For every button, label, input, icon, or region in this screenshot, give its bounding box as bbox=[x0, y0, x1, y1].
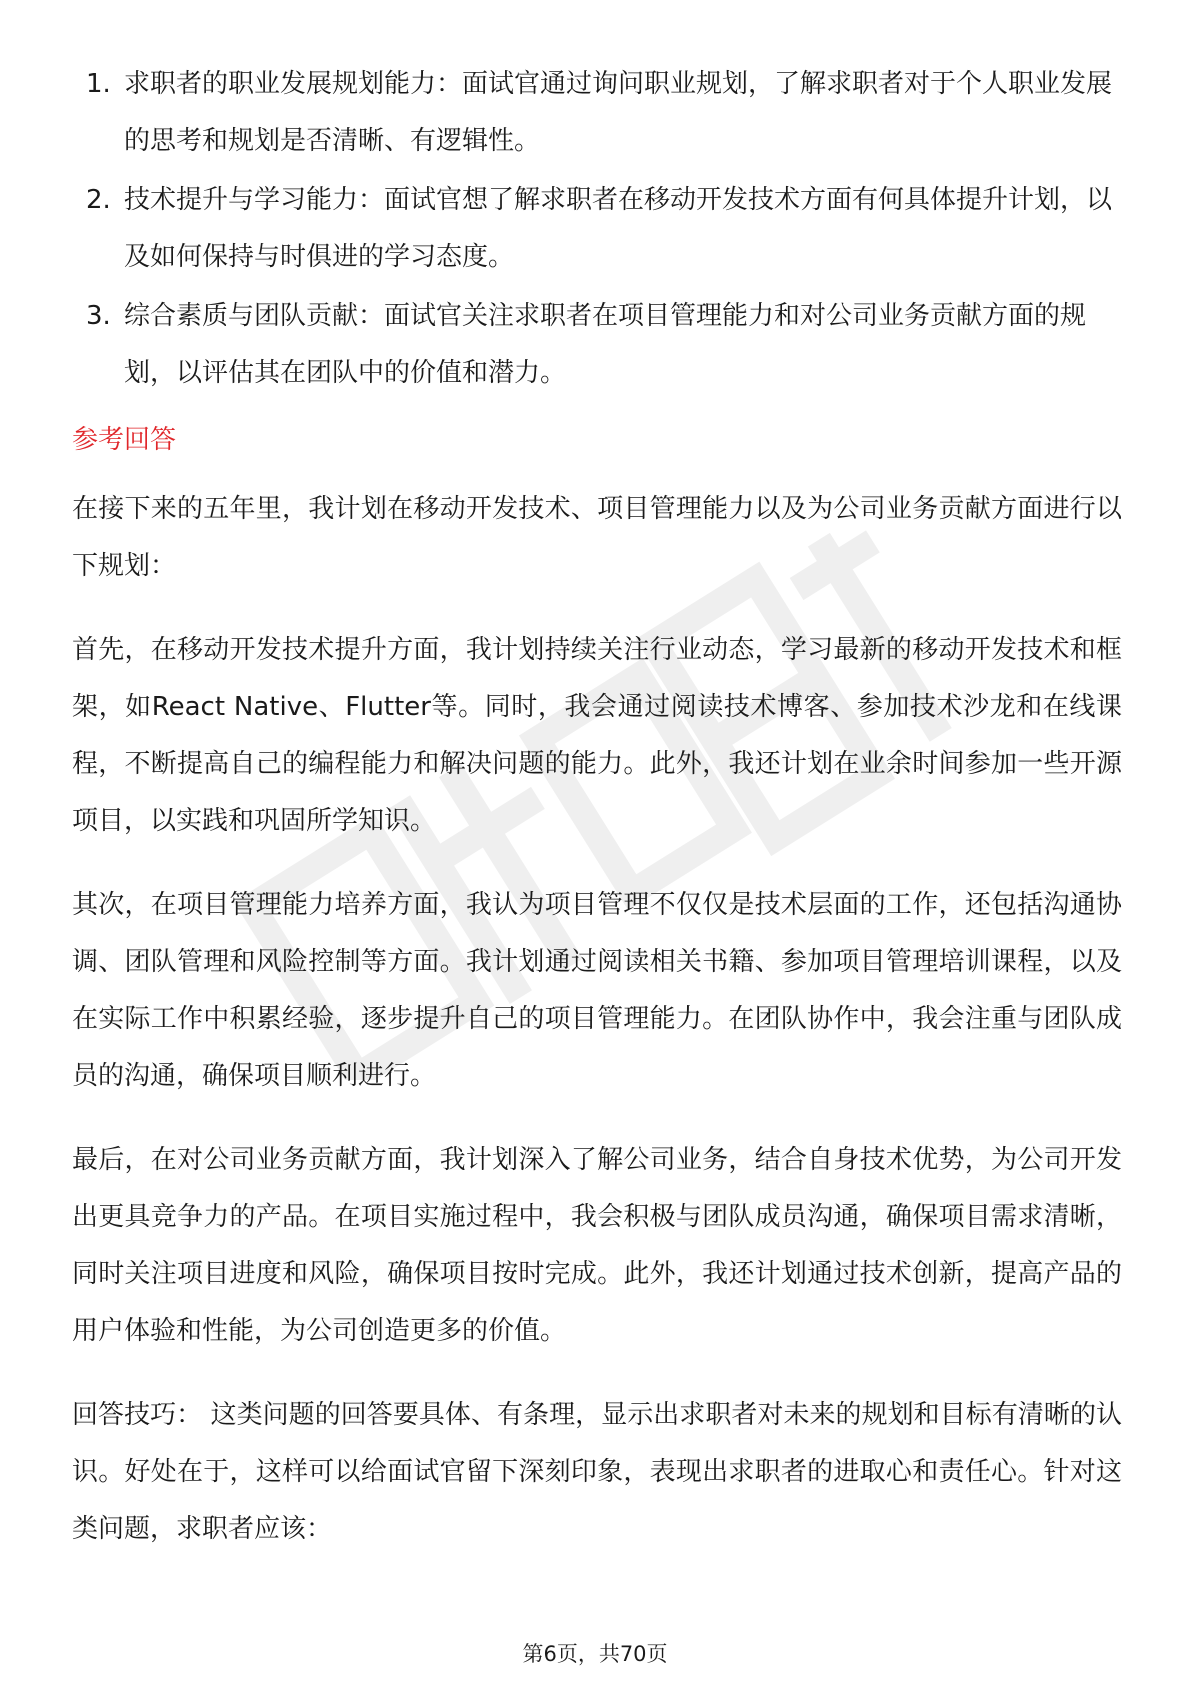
reasons-list bbox=[72, 56, 1122, 402]
list-item bbox=[72, 172, 1122, 286]
paragraph-intro: 在接下来的五年里，我计划在移动开发技术、项目管理能力以及为公司业务贡献方面进行以下规划： bbox=[72, 494, 1122, 581]
list-item bbox=[72, 56, 1122, 170]
list-item-number: 3. bbox=[86, 301, 111, 331]
section-heading: 参考回答 bbox=[72, 425, 177, 455]
list-item bbox=[72, 288, 1122, 402]
paragraph-contribution: 最后，在对公司业务贡献方面，我计划深入了解公司业务，结合自身技术优势，为公司开发出更具竞争力的产品。在项目实施过程中，我会积极与团队成员沟通，确保项目需求清晰，同时关注项目进度和风险，确保项目按时完成。此外，我还计划通过技术创新，提高产品的用户体验和性能，为公司创造更多的价值。 bbox=[72, 1145, 1122, 1346]
page-number: 第6页，共70页 bbox=[522, 1642, 668, 1666]
list-item-text: 技术提升与学习能力：面试官想了解求职者在移动开发技术方面有何具体提升计划，以及如何保持与时俱进的学习态度。 bbox=[124, 185, 1113, 272]
paragraph-tips: 回答技巧： 这类问题的回答要具体、有条理，显示出求职者对未来的规划和目标有清晰的认识。好处在于，这样可以给面试官留下深刻印象，表现出求职者的进取心和责任心。针对这类问题，求职者应该： bbox=[72, 1400, 1122, 1544]
list-item-number: 1. bbox=[86, 69, 111, 99]
document-content bbox=[72, 56, 1122, 1585]
list-item-number: 2. bbox=[86, 185, 111, 215]
paragraph-tech: 首先，在移动开发技术提升方面，我计划持续关注行业动态，学习最新的移动开发技术和框架，如React Native、Flutter等。同时，我会通过阅读技术博客、参加技术沙龙和在线课程，不断提高自己的编程能力和解决问题的能力。此外，我还计划在业余时间参加一些开源项目，以实践和巩固所学知识。 bbox=[72, 635, 1122, 836]
list-item-text: 综合素质与团队贡献：面试官关注求职者在项目管理能力和对公司业务贡献方面的规划，以评估其在团队中的价值和潜力。 bbox=[124, 301, 1087, 388]
list-item-text: 求职者的职业发展规划能力：面试官通过询问职业规划，了解求职者对于个人职业发展的思考和规划是否清晰、有逻辑性。 bbox=[124, 69, 1113, 156]
paragraph-management: 其次，在项目管理能力培养方面，我认为项目管理不仅仅是技术层面的工作，还包括沟通协调、团队管理和风险控制等方面。我计划通过阅读相关书籍、参加项目管理培训课程，以及在实际工作中积累经验，逐步提升自己的项目管理能力。在团队协作中，我会注重与团队成员的沟通，确保项目顺利进行。 bbox=[72, 890, 1122, 1091]
